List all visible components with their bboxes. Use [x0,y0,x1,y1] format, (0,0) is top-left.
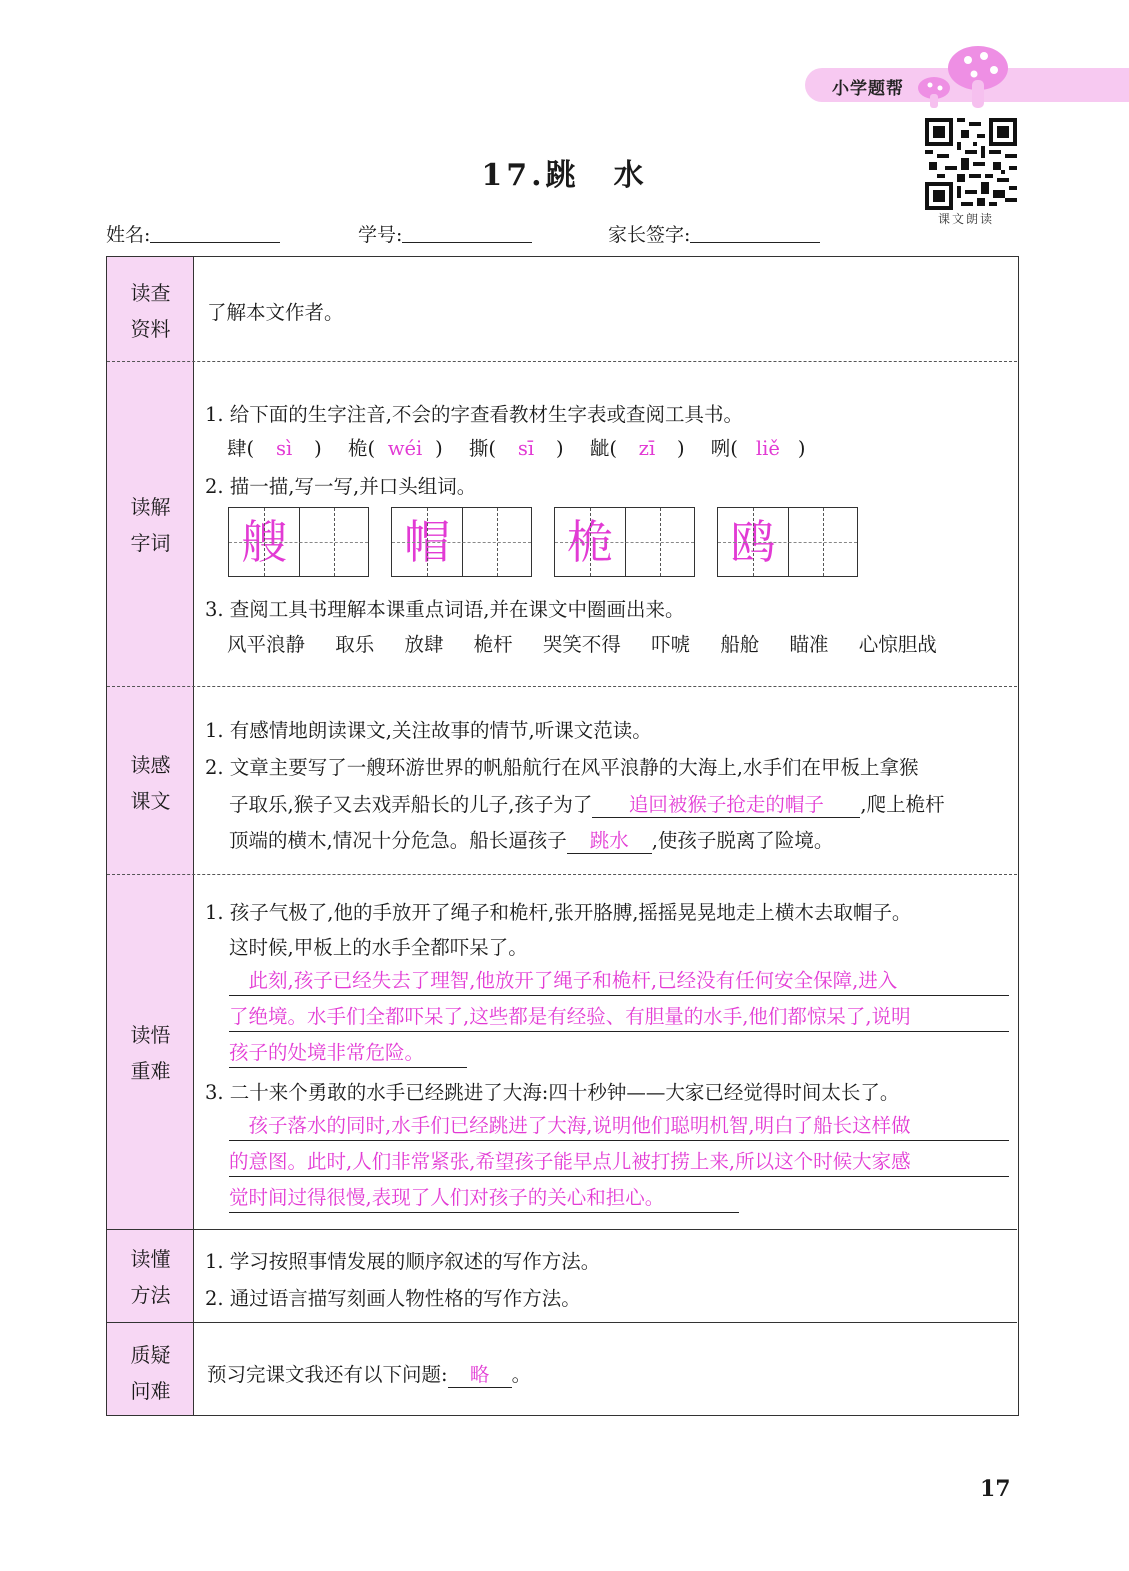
s4-answer-3-line[interactable]: 的意图。此时,人们非常紧张,希望孩子能早点儿被打捞上来,所以这个时候大家感 [229,1148,1009,1177]
trace-char: 桅 [567,515,613,569]
s5-label-1: 读懂 [130,1247,171,1271]
s3-answer-1[interactable]: 追回被猴子抢走的帽子 [592,789,860,818]
vocab-word: 瞄准 [789,633,829,656]
s4-label-1: 读悟 [130,1023,171,1047]
vocab-word: 放肆 [404,633,444,656]
row-divider [107,1322,1017,1323]
vocab-word: 哭笑不得 [542,633,621,656]
s3-answer-2[interactable]: 跳水 [567,825,652,854]
s6-label-2: 问难 [130,1379,171,1403]
s3-line-4: 顶端的横木,情况十分危急。船长逼孩子 跳水 ,使孩子脱离了险境。 [229,825,833,854]
tracing-box[interactable] [717,507,858,577]
s4-label-2: 重难 [130,1059,171,1083]
s5-label-2: 方法 [130,1283,171,1307]
parent-signature-blank[interactable] [690,222,820,243]
vocab-word: 桅杆 [473,633,513,656]
vocab-word: 心惊胆战 [858,633,937,656]
vocab-word: 风平浪静 [227,633,306,656]
s2-label-2: 字词 [130,531,171,555]
trace-char: 艘 [241,515,287,569]
s4-answer-3-line[interactable]: 孩子落水的同时,水手们已经跳进了大海,说明他们聪明机智,明白了船长这样做 [229,1112,1009,1141]
row-divider [107,874,1017,875]
mushroom-icon [916,40,1026,110]
s4-answer-1-line[interactable]: 孩子的处境非常危险。 [229,1039,467,1068]
s3-line-3: 子取乐,猴子又去戏弄船长的儿子,孩子为了 追回被猴子抢走的帽子 ,爬上桅杆 [229,789,945,818]
vocab-word: 取乐 [335,633,375,656]
name-label: 姓名: [106,224,151,246]
pinyin-item: 肆( sì ) [227,437,322,460]
parent-signature-label: 家长签字: [608,224,691,246]
qr-caption: 课文朗读 [938,212,995,226]
student-id-label: 学号: [358,224,403,246]
s1-label-1: 读查 [130,281,171,305]
row-divider [107,686,1017,687]
s2-q3: 3. 查阅工具书理解本课重点词语,并在课文中圈画出来。 [205,598,685,621]
vocab-word: 吓唬 [651,633,691,656]
s3-line-1: 1. 有感情地朗读课文,关注故事的情节,听课文范读。 [205,719,652,742]
page-number: 17 [980,1476,1011,1502]
tracing-box[interactable] [391,507,532,577]
pinyin-item: 咧( liě ) [710,437,806,460]
vocab-word: 船舱 [720,633,760,656]
tracing-box[interactable] [228,507,369,577]
s4-q1-line-1: 1. 孩子气极了,他的手放开了绳子和桅杆,张开胳膊,摇摇晃晃地走上横木去取帽子。 [205,901,912,924]
name-field[interactable] [106,220,280,247]
name-blank[interactable] [150,222,280,243]
s6-answer[interactable]: 略 [448,1359,512,1388]
student-id-blank[interactable] [402,222,532,243]
s4-q3: 3. 二十来个勇敢的水手已经跳进了大海:四十秒钟——大家已经觉得时间太长了。 [205,1081,900,1104]
s3-label-2: 课文 [130,789,171,813]
worksheet-table [106,256,1019,1416]
row-divider [107,361,1017,362]
s1-label-2: 资料 [130,317,171,341]
brand-label: 小学题帮 [832,79,904,99]
s2-q2: 2. 描一描,写一写,并口头组词。 [205,475,477,498]
s5-line-2: 2. 通过语言描写刻画人物性格的写作方法。 [205,1287,581,1310]
vocab-row [227,629,937,657]
s3-line-2: 2. 文章主要写了一艘环游世界的帆船航行在风平浪静的大海上,水手们在甲板上拿猴 [205,756,919,779]
s4-answer-3-line[interactable]: 觉时间过得很慢,表现了人们对孩子的关心和担心。 [229,1184,739,1213]
s4-q1-line-2: 这时候,甲板上的水手全都吓呆了。 [229,936,528,959]
pinyin-item: 桅( wéi ) [347,437,443,460]
section-label-column [107,257,194,1415]
s3-label-1: 读感 [130,753,171,777]
tracing-box[interactable] [554,507,695,577]
parent-signature-field[interactable] [608,220,820,247]
row-divider [107,1229,1017,1230]
s2-q1: 1. 给下面的生字注音,不会的字查看教材生字表或查阅工具书。 [205,403,744,426]
s4-answer-1-line[interactable]: 了绝境。水手们全都吓呆了,这些都是有经验、有胆量的水手,他们都惊呆了,说明 [229,1003,1009,1032]
page-title: 17.跳 水 [481,158,648,193]
student-id-field[interactable] [358,220,532,247]
s6-label-1: 质疑 [130,1343,171,1367]
s2-label-1: 读解 [130,495,171,519]
trace-char: 鸥 [730,515,776,569]
s1-text: 了解本文作者。 [207,301,344,324]
s4-answer-1-line[interactable]: 此刻,孩子已经失去了理智,他放开了绳子和桅杆,已经没有任何安全保障,进入 [229,967,1009,996]
pinyin-item: 龇( zī ) [589,437,685,460]
s6-line: 预习完课文我还有以下问题: 略 。 [207,1359,531,1388]
pinyin-row [227,433,805,461]
s5-line-1: 1. 学习按照事情发展的顺序叙述的写作方法。 [205,1250,601,1273]
pinyin-item: 撕( sī ) [468,437,564,460]
trace-char: 帽 [404,515,450,569]
